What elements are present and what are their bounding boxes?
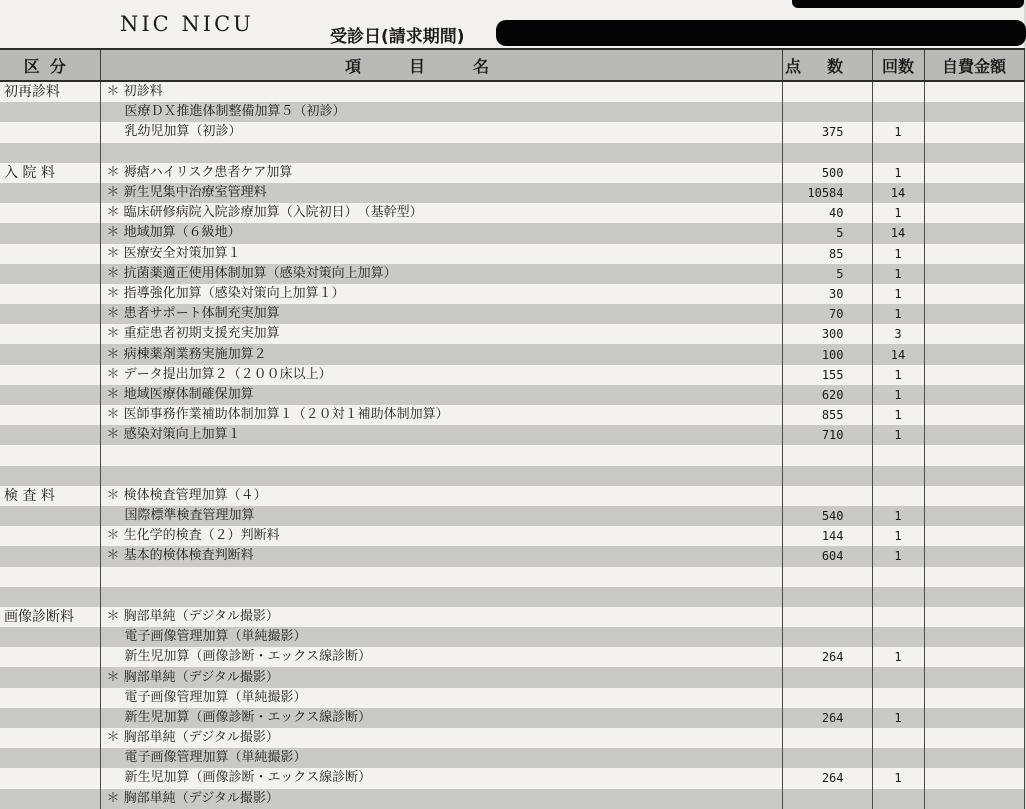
row-points-cell (782, 486, 872, 506)
row-item-cell: ＊ 患者サポート体制充実加算 (100, 304, 782, 324)
row-self-pay-cell (924, 607, 1024, 627)
row-self-pay-cell (924, 667, 1024, 687)
row-count-cell (872, 688, 924, 708)
row-item-cell: ＊ 生化学的検査（２）判断料 (100, 526, 782, 546)
visit-period-label: 受診日(請求期間) (330, 27, 465, 47)
row-category-cell (0, 647, 100, 667)
row-item-cell (100, 143, 782, 163)
row-count-cell: 1 (872, 203, 924, 223)
row-count-cell: 1 (872, 365, 924, 385)
row-points-cell (782, 627, 872, 647)
row-self-pay-cell (924, 183, 1024, 203)
column-header-category: 区分 (0, 49, 100, 81)
row-self-pay-cell (924, 425, 1024, 445)
row-points-cell: 264 (782, 768, 872, 788)
row-self-pay-cell (924, 223, 1024, 243)
row-points-cell: 70 (782, 304, 872, 324)
row-category-cell (0, 324, 100, 344)
row-self-pay-cell (924, 526, 1024, 546)
row-count-cell (872, 728, 924, 748)
table-body (0, 81, 1024, 809)
row-count-cell: 3 (872, 324, 924, 344)
row-category-cell (0, 748, 100, 768)
row-points-cell: 30 (782, 284, 872, 304)
row-item-cell (100, 587, 782, 607)
row-self-pay-cell (924, 163, 1024, 183)
row-points-cell: 100 (782, 344, 872, 364)
row-count-cell: 1 (872, 284, 924, 304)
row-item-cell: ＊ 臨床研修病院入院診療加算（入院初日） （基幹型） (100, 203, 782, 223)
row-category-cell (0, 143, 100, 163)
row-category-cell (0, 708, 100, 728)
row-count-cell: 1 (872, 163, 924, 183)
row-count-cell (872, 445, 924, 465)
row-item-cell: ＊ 地域加算（６級地） (100, 223, 782, 243)
row-points-cell (782, 789, 872, 809)
row-item-cell: ＊ 胸部単純（デジタル撮影） (100, 607, 782, 627)
table-row (0, 264, 1024, 284)
row-points-cell (782, 445, 872, 465)
row-item-cell: ＊ 病棟薬剤業務実施加算２ (100, 344, 782, 364)
row-self-pay-cell (924, 324, 1024, 344)
row-count-cell (872, 102, 924, 122)
row-points-cell: 500 (782, 163, 872, 183)
table-row (0, 587, 1024, 607)
row-category-cell (0, 546, 100, 566)
row-category-cell (0, 728, 100, 748)
row-points-cell (782, 587, 872, 607)
table-row (0, 102, 1024, 122)
table-row (0, 81, 1024, 102)
row-category-cell (0, 244, 100, 264)
row-category-cell (0, 385, 100, 405)
row-self-pay-cell (924, 486, 1024, 506)
row-self-pay-cell (924, 506, 1024, 526)
row-category-cell (0, 122, 100, 142)
column-header-item: 項目名 (100, 49, 782, 81)
row-points-cell (782, 667, 872, 687)
row-count-cell: 1 (872, 304, 924, 324)
row-count-cell (872, 587, 924, 607)
row-item-cell: 乳幼児加算（初診） (100, 122, 782, 142)
row-category-cell (0, 304, 100, 324)
row-count-cell (872, 789, 924, 809)
row-item-cell: ＊ 新生児集中治療室管理料 (100, 183, 782, 203)
row-self-pay-cell (924, 203, 1024, 223)
row-points-cell (782, 466, 872, 486)
row-points-cell: 710 (782, 425, 872, 445)
table-row (0, 526, 1024, 546)
row-category-cell (0, 506, 100, 526)
row-item-cell: ＊ 指導強化加算（感染対策向上加算１） (100, 284, 782, 304)
row-self-pay-cell (924, 789, 1024, 809)
row-category-cell: 画像診断料 (0, 607, 100, 627)
row-item-cell: ＊ 検体検査管理加算（４） (100, 486, 782, 506)
row-count-cell (872, 667, 924, 687)
row-points-cell: 85 (782, 244, 872, 264)
row-item-cell: 医療ＤＸ推進体制整備加算５（初診） (100, 102, 782, 122)
table-row (0, 143, 1024, 163)
row-count-cell (872, 627, 924, 647)
table-row (0, 304, 1024, 324)
table-row (0, 365, 1024, 385)
row-item-cell: 電子画像管理加算（単純撮影） (100, 688, 782, 708)
redaction-bar-top (792, 0, 1024, 8)
row-self-pay-cell (924, 284, 1024, 304)
row-count-cell: 1 (872, 122, 924, 142)
row-count-cell: 1 (872, 768, 924, 788)
table-row (0, 183, 1024, 203)
table-row (0, 567, 1024, 587)
table-row (0, 203, 1024, 223)
row-item-cell: ＊ 感染対策向上加算１ (100, 425, 782, 445)
row-category-cell (0, 405, 100, 425)
row-item-cell: 電子画像管理加算（単純撮影） (100, 748, 782, 768)
row-self-pay-cell (924, 728, 1024, 748)
row-self-pay-cell (924, 385, 1024, 405)
table-row (0, 667, 1024, 687)
row-points-cell (782, 102, 872, 122)
row-count-cell: 1 (872, 425, 924, 445)
row-item-cell: ＊ 医療安全対策加算１ (100, 244, 782, 264)
row-item-cell: ＊ 胸部単純（デジタル撮影） (100, 789, 782, 809)
row-item-cell: 新生児加算（画像診断・エックス線診断） (100, 647, 782, 667)
row-self-pay-cell (924, 122, 1024, 142)
table-row (0, 466, 1024, 486)
row-points-cell (782, 81, 872, 102)
row-self-pay-cell (924, 748, 1024, 768)
row-category-cell (0, 445, 100, 465)
redaction-bar (496, 20, 1026, 46)
row-points-cell: 375 (782, 122, 872, 142)
row-item-cell: ＊ 基本的検体検査判断料 (100, 546, 782, 566)
row-item-cell (100, 567, 782, 587)
row-count-cell (872, 486, 924, 506)
row-count-cell: 14 (872, 344, 924, 364)
row-count-cell (872, 466, 924, 486)
row-category-cell (0, 768, 100, 788)
billing-table (0, 48, 1025, 809)
row-self-pay-cell (924, 688, 1024, 708)
row-item-cell: ＊ 重症患者初期支援充実加算 (100, 324, 782, 344)
row-count-cell (872, 143, 924, 163)
row-category-cell (0, 667, 100, 687)
table-row (0, 607, 1024, 627)
row-item-cell: ＊ 地域医療体制確保加算 (100, 385, 782, 405)
row-count-cell: 1 (872, 526, 924, 546)
row-self-pay-cell (924, 466, 1024, 486)
row-item-cell: 電子画像管理加算（単純撮影） (100, 627, 782, 647)
row-self-pay-cell (924, 567, 1024, 587)
row-self-pay-cell (924, 546, 1024, 566)
row-item-cell: 国際標準検査管理加算 (100, 506, 782, 526)
row-points-cell (782, 143, 872, 163)
table-row (0, 344, 1024, 364)
table-row (0, 425, 1024, 445)
row-self-pay-cell (924, 445, 1024, 465)
row-self-pay-cell (924, 627, 1024, 647)
row-count-cell: 1 (872, 385, 924, 405)
ward-name: NIC NICU (120, 12, 254, 36)
table-row (0, 163, 1024, 183)
table-row (0, 647, 1024, 667)
row-category-cell (0, 789, 100, 809)
table-row (0, 506, 1024, 526)
row-count-cell: 14 (872, 183, 924, 203)
row-category-cell (0, 183, 100, 203)
row-item-cell: ＊ 抗菌薬適正使用体制加算（感染対策向上加算） (100, 264, 782, 284)
column-header-points: 点数 (782, 49, 872, 81)
row-count-cell: 1 (872, 546, 924, 566)
row-item-cell: 新生児加算（画像診断・エックス線診断） (100, 708, 782, 728)
row-self-pay-cell (924, 143, 1024, 163)
table-row (0, 223, 1024, 243)
row-self-pay-cell (924, 264, 1024, 284)
row-points-cell: 10584 (782, 183, 872, 203)
row-points-cell (782, 728, 872, 748)
row-points-cell: 155 (782, 365, 872, 385)
row-points-cell: 540 (782, 506, 872, 526)
row-points-cell: 5 (782, 223, 872, 243)
row-category-cell (0, 264, 100, 284)
row-self-pay-cell (924, 708, 1024, 728)
row-self-pay-cell (924, 344, 1024, 364)
row-category-cell (0, 567, 100, 587)
row-points-cell: 5 (782, 264, 872, 284)
row-self-pay-cell (924, 102, 1024, 122)
row-category-cell (0, 102, 100, 122)
row-item-cell: ＊ 医師事務作業補助体制加算１（２０対１補助体制加算） (100, 405, 782, 425)
row-category-cell (0, 284, 100, 304)
row-self-pay-cell (924, 647, 1024, 667)
row-item-cell (100, 445, 782, 465)
column-header-self-pay: 自費金額 (924, 49, 1024, 81)
row-item-cell: ＊ 胸部単純（デジタル撮影） (100, 667, 782, 687)
column-header-count: 回数 (872, 49, 924, 81)
table-row (0, 708, 1024, 728)
row-self-pay-cell (924, 405, 1024, 425)
row-category-cell (0, 425, 100, 445)
row-category-cell (0, 526, 100, 546)
row-points-cell (782, 688, 872, 708)
table-row (0, 748, 1024, 768)
table-row (0, 688, 1024, 708)
table-row (0, 627, 1024, 647)
row-points-cell: 144 (782, 526, 872, 546)
row-count-cell (872, 567, 924, 587)
row-count-cell (872, 607, 924, 627)
row-points-cell: 300 (782, 324, 872, 344)
row-points-cell (782, 607, 872, 627)
table-row (0, 244, 1024, 264)
table-row (0, 728, 1024, 748)
table-row (0, 546, 1024, 566)
row-category-cell (0, 587, 100, 607)
row-self-pay-cell (924, 587, 1024, 607)
row-points-cell (782, 567, 872, 587)
statement-header (0, 0, 1024, 46)
row-category-cell: 入 院 料 (0, 163, 100, 183)
row-count-cell: 1 (872, 405, 924, 425)
row-count-cell (872, 748, 924, 768)
row-points-cell: 264 (782, 708, 872, 728)
table-row (0, 284, 1024, 304)
row-item-cell: ＊ 初診料 (100, 81, 782, 102)
row-category-cell: 初再診料 (0, 81, 100, 102)
row-self-pay-cell (924, 365, 1024, 385)
row-points-cell: 620 (782, 385, 872, 405)
row-item-cell: 新生児加算（画像診断・エックス線診断） (100, 768, 782, 788)
row-points-cell: 40 (782, 203, 872, 223)
row-category-cell (0, 344, 100, 364)
row-self-pay-cell (924, 81, 1024, 102)
row-category-cell (0, 203, 100, 223)
row-category-cell (0, 365, 100, 385)
row-points-cell (782, 748, 872, 768)
row-count-cell: 1 (872, 506, 924, 526)
row-points-cell: 264 (782, 647, 872, 667)
table-header-row (0, 49, 1024, 81)
row-category-cell (0, 688, 100, 708)
row-item-cell: ＊ 胸部単純（デジタル撮影） (100, 728, 782, 748)
row-self-pay-cell (924, 768, 1024, 788)
table-row (0, 789, 1024, 809)
table-row (0, 324, 1024, 344)
row-count-cell: 1 (872, 244, 924, 264)
row-count-cell: 1 (872, 647, 924, 667)
row-count-cell (872, 81, 924, 102)
row-count-cell: 1 (872, 264, 924, 284)
table-row (0, 445, 1024, 465)
table-row (0, 768, 1024, 788)
row-item-cell (100, 466, 782, 486)
row-item-cell: ＊ 褥瘡ハイリスク患者ケア加算 (100, 163, 782, 183)
row-points-cell: 855 (782, 405, 872, 425)
row-item-cell: ＊ データ提出加算２（２００床以上） (100, 365, 782, 385)
table-row (0, 122, 1024, 142)
row-category-cell (0, 466, 100, 486)
row-count-cell: 14 (872, 223, 924, 243)
row-points-cell: 604 (782, 546, 872, 566)
table-row (0, 405, 1024, 425)
row-category-cell (0, 627, 100, 647)
row-category-cell (0, 223, 100, 243)
row-self-pay-cell (924, 244, 1024, 264)
row-category-cell: 検 査 料 (0, 486, 100, 506)
row-self-pay-cell (924, 304, 1024, 324)
row-count-cell: 1 (872, 708, 924, 728)
table-row (0, 385, 1024, 405)
table-row (0, 486, 1024, 506)
